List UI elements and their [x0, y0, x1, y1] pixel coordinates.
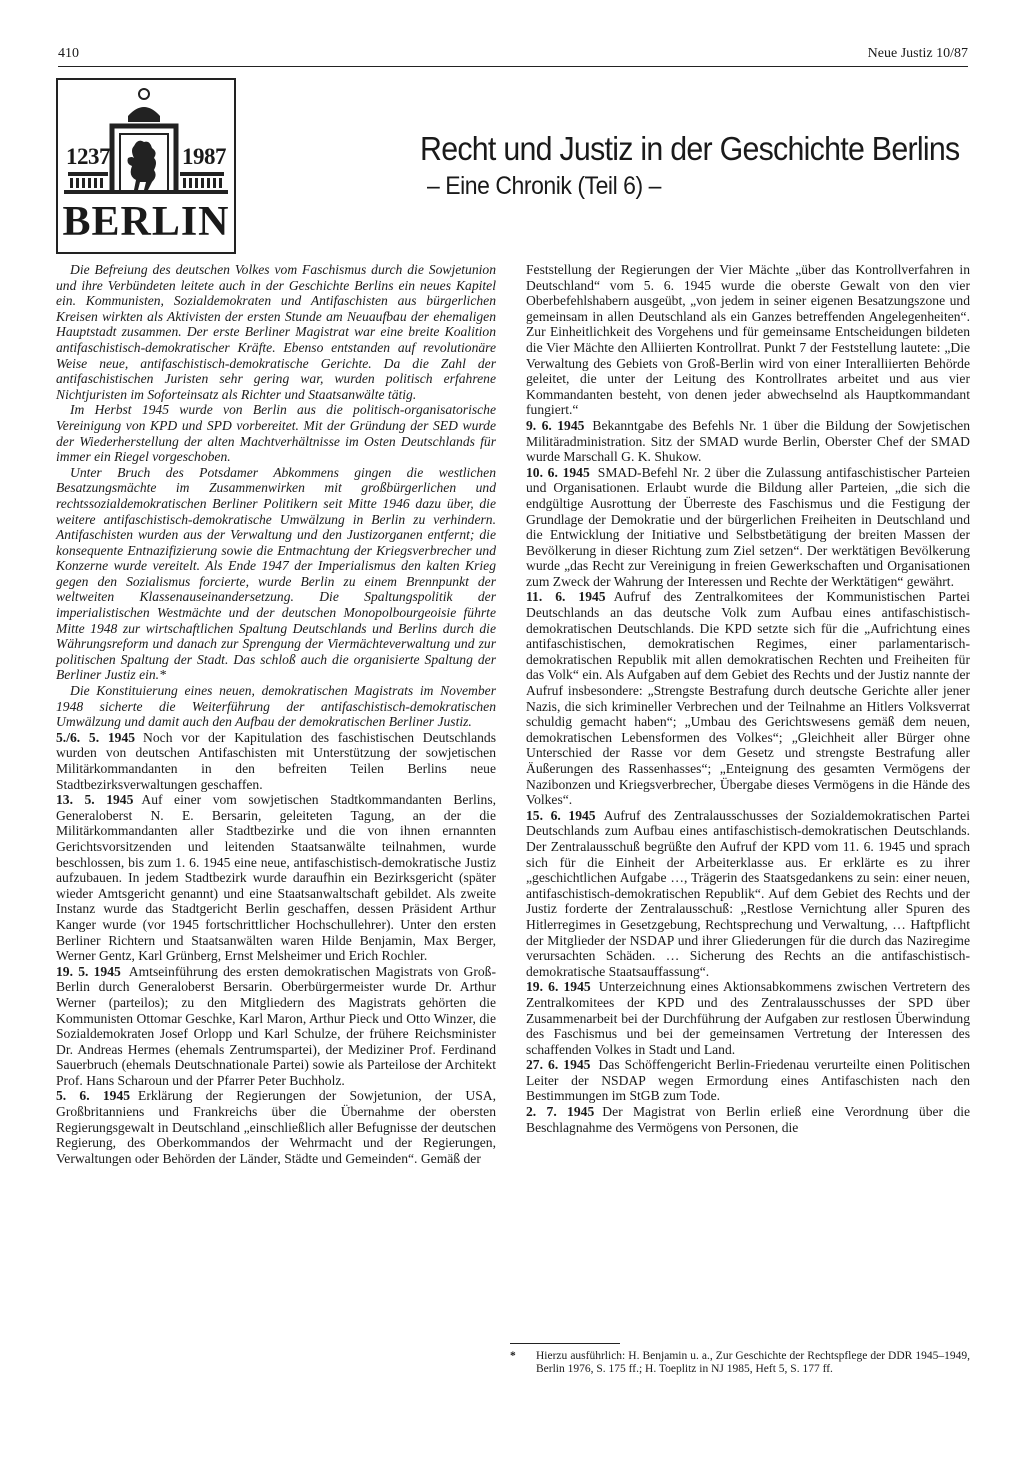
entry-text: Erklärung der Regierungen der Sowjetunion, der USA, Großbritanniens und Frankreichs über die Übernahme der obersten Regierungsgewalt in Deutschland „einschließlich aller Befugnisse der deutschen Regierung, des Oberkommandos der Wehrmacht und der Regierungen, Verwaltungen oder Behörden der Länder, Städte und Gemeinden“. Gemäß der: [56, 1088, 496, 1166]
entry-text: Aufruf des Zentralkomitees der Kommunistischen Partei Deutschlands an das deutsche Volk zum Aufbau eines antifaschistisch-demokratischen Deutschlands. Die KPD setzte sich für die „Aufrichtung eines antifaschistischen, demokratischen Regimes, einer parlamentarisch-demokratischen Republik mit allen demokratischen Rechten und Freiheiten für das Volk“ ein. Als Aufgaben auf dem Gebiet des Rechts und der Justiz nannte der Aufruf insbesondere: „Strengste Bestrafung durch deutsche Gerichte aller jener Nazis, die sich krimineller Verbrechen und der Teilnahme an Hitlers Volksverrat schuldig gemacht haben“; „Umbau des Gerichtswesens gemäß dem neuen, demokratischen Lebensformen des Volkes“; „Gleichheit aller Bürger ohne Unterschied der Rasse vor dem Gesetz und strengste Bestrafung aller Äußerungen des Rassenhasses“; „Enteignung des gesamten Vermögens der Nazibonzen und Kriegsverbrecher, Übergabe dieses Vermögens in die Hände des Volkes“.: [526, 589, 970, 808]
chronicle-entry: [56, 730, 496, 792]
logo-year-end: 1987: [182, 144, 226, 169]
entry-date: 5. 6. 1945: [56, 1088, 131, 1104]
entry-date: 19. 5. 1945: [56, 963, 121, 979]
footnote: [510, 1350, 970, 1377]
chronicle-entry: [526, 979, 970, 1057]
chronicle-entry: [526, 808, 970, 980]
intro-paragraph: Die Befreiung des deutschen Volkes vom Faschismus durch die Sowjetunion und ihre Verbündeten leitete auch in der Geschichte Berlins ein neues Kapitel ein. Kommunisten, Sozialdemokraten und Antifaschisten aus bürgerlichen Kreisen wirkten als Aktivisten der ersten Stunde am Neuaufbau der ehemaligen Hauptstadt zusammen. Der erste Berliner Magistrat war eine breite Koalition antifaschistisch-demokratischer Kräfte. Ebenso entstanden auf revolutionäre Weise neue, antifaschistisch-demokratische Gerichte. Da die Zahl der antifaschistischen Juristen sehr gering war, wurden politisch erfahrene Nichtjuristen im Soforteinsatz als Richter und Staatsanwälte tätig.: [56, 262, 496, 402]
chronicle-entry: [56, 1088, 496, 1166]
entry-text: Noch vor der Kapitulation des faschistischen Deutschlands wurden von deutschen Antifaschisten mit Unterstützung der sowjetischen Militärkommandanten in den befreiten Teilen Berlins neue Stadtbezirksverwaltungen geschaffen.: [56, 729, 496, 792]
entry-text: SMAD-Befehl Nr. 2 über die Zulassung antifaschistischer Parteien und Organisationen. Erlaubt wurde die Bildung aller Parteien, „die sich die endgültige Ausrottung der Überreste des Faschismus und die Festigung der Grundlage der Demokratie und der bürgerlichen Freiheiten in Deutschland und die Entwicklung der Initiative und Selbstbetätigung der breiten Massen der Bevölkerung in dieser Richtung zum Ziel setzen“. Der werktätigen Bevölkerung wurde „das Recht zur Vereinigung in freien Gewerkschaften und Organisationen zum Zweck der Wahrung der Interessen und Rechte der Werktätigen“ gewährt.: [526, 464, 970, 589]
chronicle-entry: [526, 1104, 970, 1135]
logo-year-start: 1237: [66, 144, 110, 169]
entry-text: Aufruf des Zentralausschusses der Sozialdemokratischen Partei Deutschlands zum Aufbau eines antifaschistisch-demokratischen Deutschlands. Der Zentralausschuß begrüßte den Aufruf der KPD vom 11. 6. 1945 und sprach sich für die Einheit der Arbeiterklasse aus. Er erklärte es zu ihrer „geschichtlichen Aufgabe …, Trägerin des Staatsgedankens zu sein: einer neuen, antifaschistisch-demokratischen Republik“. Auf dem Gebiet des Rechts und der Justiz forderte der Zentralausschuß: „Restlose Vernichtung aller Spuren des Hitlerregimes in Gesetzgebung, Rechtsprechung und Verwaltung, … Haftpflicht der Mitglieder der NSDAP und ihrer Gliederungen für die durch das Naziregime verursachten Schäden. … Sicherung des Rechts an die antifaschistisch-demokratische Staatsauffassung“.: [526, 807, 970, 979]
entry-date: 27. 6. 1945: [526, 1057, 591, 1073]
intro-paragraph: Unter Bruch des Potsdamer Abkommens gingen die westlichen Besatzungsmächte im Zusammenwirken mit großbürgerlichen und rechtssozialdemokratischen Berliner Politikern seit Mitte 1946 dazu über, die weitere antifaschistisch-demokratische Umwälzung in Berlin zu verhindern. Antifaschisten wurden aus der Verwaltung und den Justizorganen entfernt; die konsequente Entnazifizierung sowie die Entmachtung der Kriegsverbrecher und Konzerne wurde vereitelt. Als Ende 1947 der Imperialismus den kalten Krieg gegen den Sozialismus forcierte, wurde Berlin zu einem Brennpunkt der weltweiten Klassenauseinandersetzung. Die Spaltungspolitik der imperialistischen Westmächte und der deutschen Monopolbourgeoisie führte Mitte 1948 zur wirtschaftlichen Spaltung Deutschlands und Berlins durch die Währungsreform und danach zur Sprengung der Viermächteverwaltung und zur politischen Spaltung der Stadt. Das schloß auch die organisierte Spaltung der Berliner Justiz ein.*: [56, 464, 496, 683]
chronicle-entry: [56, 792, 496, 964]
logo-city-name: BERLIN: [62, 199, 230, 245]
footnote-text: Hierzu ausführlich: H. Benjamin u. a., Zur Geschichte der Rechtspflege der DDR 1945–1949, Berlin 1976, S. 175 ff.; H. Toeplitz in NJ 1985, Heft 5, S. 177 ff.: [536, 1350, 970, 1376]
column-left: [56, 262, 496, 1166]
entry-date: 2. 7. 1945: [526, 1104, 595, 1120]
column-right: [526, 262, 970, 1135]
entry-date: 13. 5. 1945: [56, 792, 134, 808]
entry-date: 10. 6. 1945: [526, 464, 590, 480]
chronicle-entry: [526, 418, 970, 465]
article-subtitle: – Eine Chronik (Teil 6) –: [427, 172, 661, 200]
berlin-anniversary-logo: [56, 78, 236, 254]
entry-date: 11. 6. 1945: [526, 589, 606, 605]
intro-paragraph: Die Konstituierung eines neuen, demokratischen Magistrats im November 1948 sicherte die Weiterführung der antifaschistisch-demokratischen Umwälzung und damit auch den Aufbau der demokratischen Berliner Justiz.: [56, 683, 496, 730]
chronicle-entry: [526, 589, 970, 807]
entry-text: Amtseinführung des ersten demokratischen Magistrats von Groß-Berlin durch Generaloberst Bersarin. Oberbürgermeister wurde Dr. Arthur Werner (parteilos); zu den Mitgliedern des Magistrats gehörten die Kommunisten Ottomar Geschke, Karl Maron, Arthur Pieck und Otto Winzer, die Sozialdemokraten Josef Orlopp und Karl Schulze, der frühere Reichsminister Dr. Andreas Hermes (ehemals Zentrumspartei), der Mediziner Prof. Ferdinand Sauerbruch (ehemals Deutschnationale Partei) sowie als Parteilose der Architekt Prof. Hans Scharoun und der Pfarrer Peter Buchholz.: [56, 963, 496, 1088]
chronicle-entry: [526, 465, 970, 590]
entry-text: Unterzeichnung eines Aktionsabkommens zwischen Vertretern des Zentralkomitees der KPD und des Zentralausschusses der SPD über Zusammenarbeit bei der Durchführung der Aufgaben zur restlosen Überwindung des Faschismus und bei der gemeinsamen Vertretung der Interessen des schaffenden Volkes in Stadt und Land.: [526, 979, 970, 1057]
entry-text: Bekanntgabe des Befehls Nr. 1 über die Bildung der Sowjetischen Militäradministration. Sitz der SMAD wurde Berlin, Oberster Chef der SMAD wurde Marschall G. K. Shukow.: [526, 417, 970, 465]
entry-text: Das Schöffengericht Berlin-Friedenau verurteilte einen Politischen Leiter der NSDAP wegen Ermordung eines Antifaschisten nach den Bestimmungen im StGB zum Tode.: [526, 1057, 970, 1104]
chronicle-entry: [526, 1057, 970, 1104]
chronicle-entry-continuation: Feststellung der Regierungen der Vier Mächte „über das Kontrollverfahren in Deutschland“ vom 5. 6. 1945 wurde die oberste Gewalt von den vier Oberbefehlshabern ausgeübt, „von jedem in seiner eigenen Besatzungszone und gemeinsam in allen Deutschland als ein Ganzes betreffenden Angelegenheiten“. Zur Einheitlichkeit des Vorgehens und für gemeinsame Entscheidungen bildeten die Vier Mächte den Alliierten Kontrollrat. Punkt 7 der Feststellung lautete: „Die Verwaltung des Gebiets von Groß-Berlin wird von einer Interalliierten Behörde geleitet, die unter der Leitung des Kontrollrates arbeitet und aus vier Kommandanten besteht, von denen jeder abwechselnd als Hauptkommandant fungiert.“: [526, 262, 970, 418]
footnote-rule: [510, 1343, 620, 1344]
intro-paragraph: Im Herbst 1945 wurde von Berlin aus die politisch-organisatorische Vereinigung von KPD und SPD vorbereitet. Mit der Gründung der SED wurde der Wiederherstellung der alten Machtverhältnisse im Osten Deutschlands für immer ein Riegel vorgeschoben.: [56, 402, 496, 465]
entry-date: 5./6. 5. 1945: [56, 729, 136, 745]
page-number: 410: [58, 46, 79, 61]
journal-issue: Neue Justiz 10/87: [867, 46, 968, 61]
entry-date: 9. 6. 1945: [526, 417, 585, 433]
header-rule: [58, 66, 968, 67]
chronicle-entry: [56, 964, 496, 1089]
article-title: Recht und Justiz in der Geschichte Berlins: [420, 130, 960, 167]
footnote-mark: *: [510, 1350, 516, 1362]
entry-text: Auf einer vom sowjetischen Stadtkommandanten Berlins, Generaloberst N. E. Bersarin, geleiteten Tagung, an der die Militärkommandanten aller Stadtbezirke und die von ihnen ernannten Gerichtsvorsitzenden und leitenden Staatsanwälte teilnahmen, wurde beschlossen, bis zum 1. 6. 1945 eine neue, antifaschistisch-demokratische Justiz aufzubauen. In jedem Stadtbezirk wurde daraufhin ein Bezirksgericht (später wieder Amtsgericht genannt) und eine Staatsanwaltschaft gebildet. Als zweite Instanz wurde das Stadtgericht Berlin geschaffen, dessen Präsident Arthur Kanger wurde (vor 1945 fortschrittlicher Hochschullehrer). Unter den ersten Berliner Richtern und Staatsanwälten waren Hilde Benjamin, Max Berger, Werner Gentz, Karl Grünberg, Ernst Melsheimer und Erich Rochler.: [56, 792, 497, 964]
entry-date: 15. 6. 1945: [526, 807, 596, 823]
entry-text: Der Magistrat von Berlin erließ eine Verordnung über die Beschlagnahme des Vermögens von Personen, die: [526, 1104, 971, 1135]
entry-date: 19. 6. 1945: [526, 979, 591, 995]
